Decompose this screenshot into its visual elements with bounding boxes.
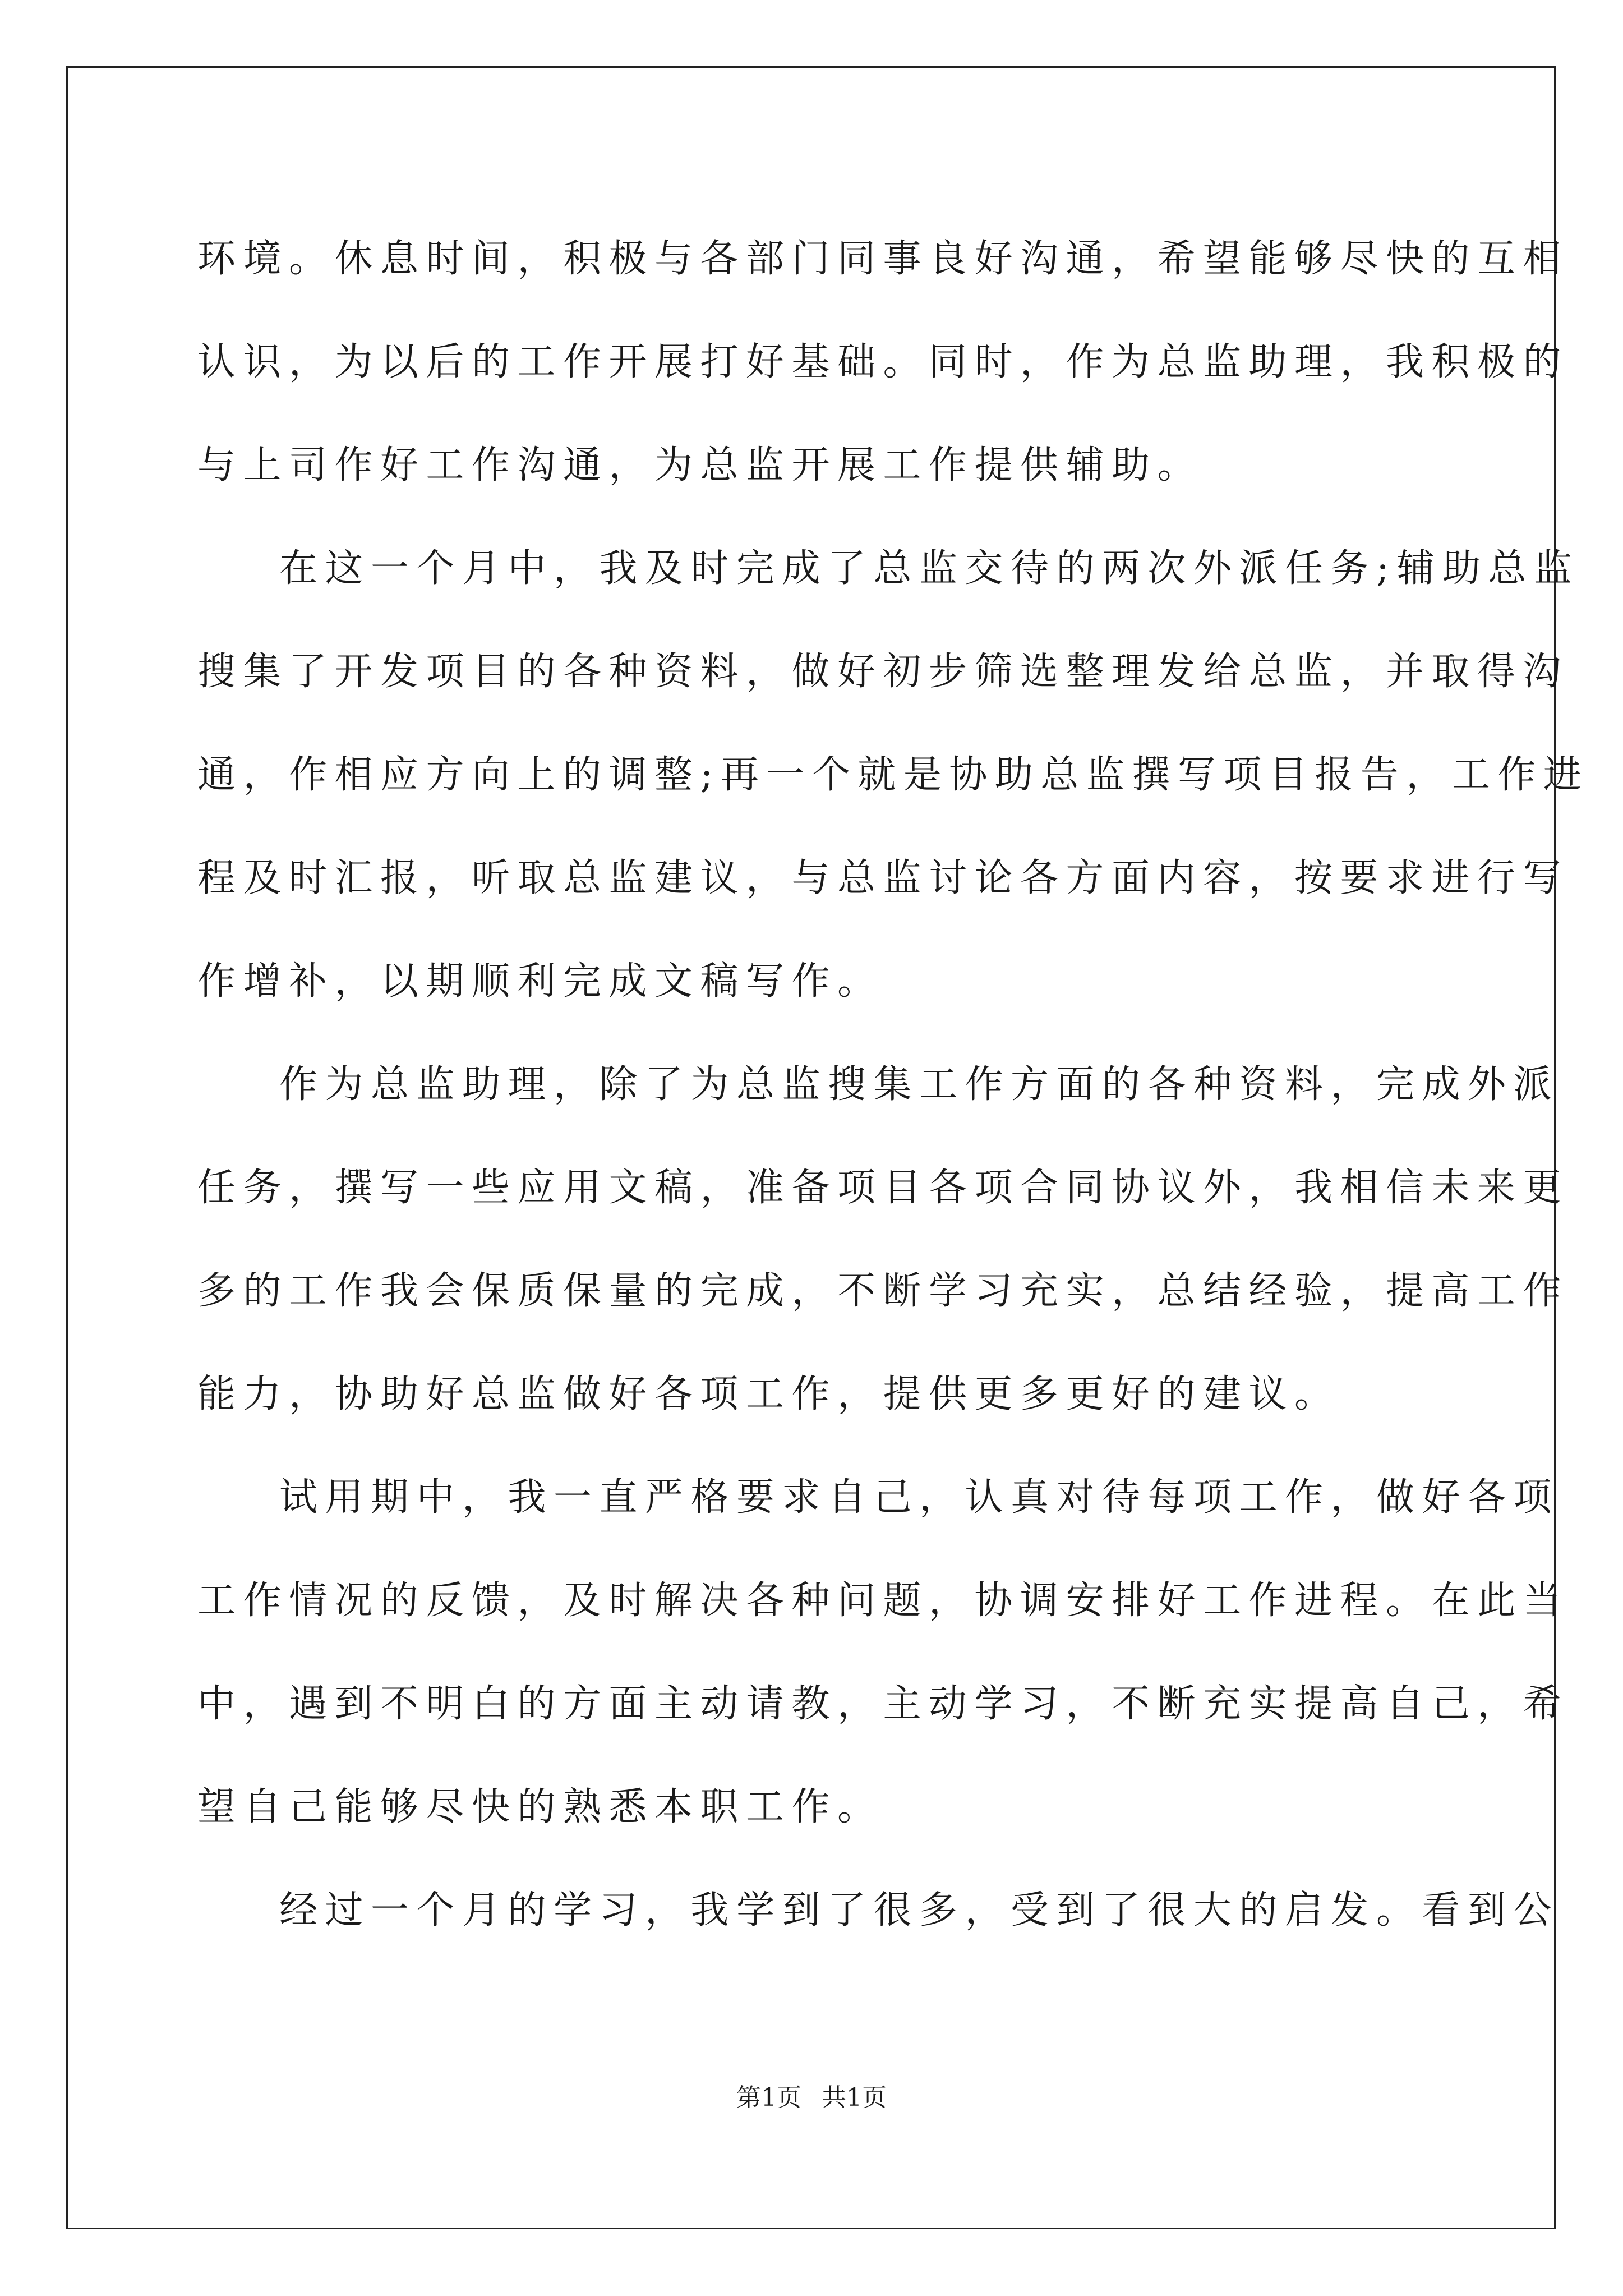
document-body xyxy=(197,208,1589,1962)
text-line: 能力，协助好总监做好各项工作，提供更多更好的建议。 xyxy=(197,1372,1340,1416)
text-line: 经过一个月的学习，我学到了很多，受到了很大的启发。看到公 xyxy=(279,1888,1560,1932)
text-line: 程及时汇报，听取总监建议，与总监讨论各方面内容，按要求进行写 xyxy=(197,856,1569,900)
text-line: 任务，撰写一些应用文稿，准备项目各项合同协议外，我相信未来更 xyxy=(197,1166,1569,1210)
text-line: 作为总监助理，除了为总监搜集工作方面的各种资料，完成外派 xyxy=(279,1062,1560,1107)
text-line: 搜集了开发项目的各种资料，做好初步筛选整理发给总监，并取得沟 xyxy=(197,650,1569,694)
page-number: 第1页 xyxy=(736,2083,801,2112)
page-footer xyxy=(0,2081,1623,2115)
text-line: 多的工作我会保质保量的完成，不断学习充实，总结经验，提高工作 xyxy=(197,1269,1569,1313)
text-line: 作增补，以期顺利完成文稿写作。 xyxy=(197,959,883,1004)
text-line: 在这一个月中，我及时完成了总监交待的两次外派任务;辅助总监 xyxy=(279,546,1580,591)
text-line: 中，遇到不明白的方面主动请教，主动学习，不断充实提高自己，希 xyxy=(197,1682,1569,1726)
text-line: 环境。休息时间，积极与各部门同事良好沟通，希望能够尽快的互相 xyxy=(197,237,1569,281)
text-line: 认识，为以后的工作开展打好基础。同时，作为总监助理，我积极的 xyxy=(197,340,1569,384)
text-line: 通，作相应方向上的调整;再一个就是协助总监撰写项目报告，工作进 xyxy=(197,753,1589,797)
text-line: 望自己能够尽快的熟悉本职工作。 xyxy=(197,1785,883,1829)
text-line: 试用期中，我一直严格要求自己，认真对待每项工作，做好各项 xyxy=(279,1475,1560,1520)
text-line: 工作情况的反馈，及时解决各种问题，协调安排好工作进程。在此当 xyxy=(197,1579,1569,1623)
page-total: 共1页 xyxy=(822,2083,887,2112)
text-line: 与上司作好工作沟通，为总监开展工作提供辅助。 xyxy=(197,443,1204,487)
